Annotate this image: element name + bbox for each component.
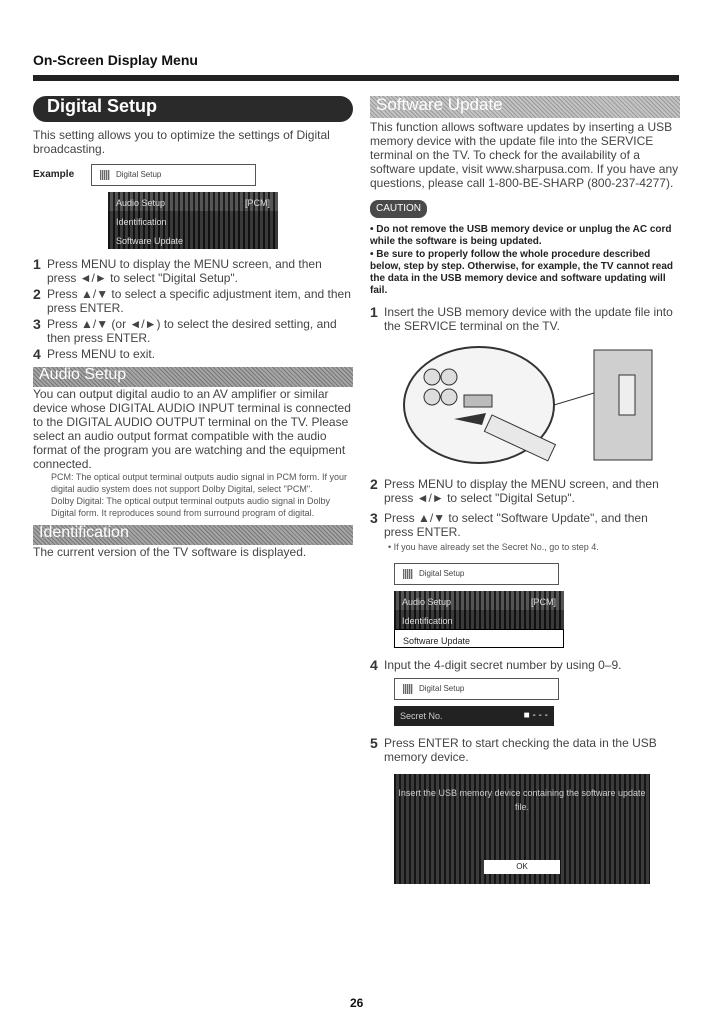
menu-item-identification: Identification — [402, 616, 453, 626]
caution-2: • Be sure to properly follow the whole procedure described below, step by step. Otherwise, for example, the TV cannot read the data in the USB memory device and software updating will fail. — [370, 249, 674, 296]
ok-button: OK — [484, 860, 560, 874]
example-label: Example — [33, 169, 75, 180]
audio-setup-body: You can output digital audio to an AV amplifier or similar device whose DIGITAL AUDIO INPUT terminal is connected to the DIGITAL AUDIO OUTPUT terminal on the TV. Please select an audio output format compatible with the audio format of the program you are watching and the equipment connected. — [33, 387, 351, 471]
caution-badge: CAUTION — [370, 200, 427, 218]
menu-item-software-update: Software Update — [116, 236, 184, 246]
osd-title-box: Digital Setup — [394, 563, 559, 585]
tv-icon — [403, 569, 413, 579]
osd-title-text: Digital Setup — [116, 170, 162, 179]
menu-item-software-update: Software Update — [394, 629, 564, 648]
step3-note: • If you have already set the Secret No., go to step 4. — [388, 542, 599, 552]
osd-title-box: Digital Setup — [394, 678, 559, 700]
example-menu — [108, 192, 278, 249]
step: 3 Press ▲/▼ to select "Software Update", and then press ENTER. — [370, 510, 648, 539]
usb-message-text: Insert the USB memory device containing the software update file. — [398, 788, 646, 812]
digital-setup-intro: This setting allows you to optimize the settings of Digital broadcasting. — [33, 128, 330, 156]
menu-item-audio-setup: Audio Setup [PCM] — [108, 192, 278, 211]
identification-body: The current version of the TV software is displayed. — [33, 545, 307, 559]
secret-label: Secret No. — [400, 711, 443, 721]
page-header: On-Screen Display Menu — [33, 52, 198, 68]
software-update-heading: Software Update — [370, 96, 680, 118]
pcm-note: PCM: The optical output terminal outputs audio signal in PCM form. If your digital audio system does not support Dolby Digital, select "PCM". — [51, 472, 347, 494]
digital-setup-heading: Digital Setup — [33, 96, 353, 122]
usb-insert-illustration — [394, 345, 656, 465]
step: 2 Press MENU to display the MENU screen, and then press ◄/► to select "Digital Setup". — [370, 476, 659, 505]
left-column — [33, 96, 353, 559]
header-rule — [33, 75, 679, 81]
step: 1 Insert the USB memory device with the update file into the SERVICE terminal on the TV. — [370, 304, 673, 333]
secret-digits: ■ - - - — [523, 710, 548, 721]
audio-setup-heading: Audio Setup — [33, 367, 353, 387]
tv-icon — [100, 170, 110, 180]
software-menu — [394, 591, 564, 648]
right-column — [370, 96, 680, 884]
identification-heading: Identification — [33, 525, 353, 545]
step: 4 Press MENU to exit. — [33, 346, 156, 362]
secret-number-field — [394, 706, 554, 726]
step: 1 Press MENU to display the MENU screen, and then press ◄/► to select "Digital Setup". — [33, 256, 322, 285]
digital-setup-steps — [33, 257, 353, 361]
step: 3 Press ▲/▼ (or ◄/►) to select the desired setting, and then press ENTER. — [33, 316, 337, 345]
example-row — [33, 164, 353, 186]
step: 4 Input the 4-digit secret number by using 0–9. — [370, 657, 622, 673]
page-number: 26 — [350, 996, 364, 1010]
step: 2 Press ▲/▼ to select a specific adjustment item, and then press ENTER. — [33, 286, 351, 315]
osd-title-box — [91, 164, 256, 186]
step: 5 Press ENTER to start checking the data in the USB memory device. — [370, 735, 657, 764]
usb-message-screen — [394, 774, 650, 884]
tv-icon — [403, 684, 413, 694]
menu-item-identification: Identification — [116, 217, 167, 227]
menu-item-audio-setup: Audio Setup [PCM] — [394, 591, 564, 610]
software-update-intro: This function allows software updates by inserting a USB memory device with the update file into the SERVICE terminal on the TV. To check for the availability of a software update, visit www.sharpusa.com. If you have any questions, please call 1-800-BE-SHARP (800-237-4277). — [370, 120, 679, 190]
caution-1: • Do not remove the USB memory device or unplug the AC cord while the software is being updated. — [370, 224, 672, 247]
dolby-note: Dolby Digital: The optical output terminal outputs audio signal in Dolby Digital form. It reproduces sound from surround program of digital. — [51, 496, 330, 518]
usb-illustration-svg — [394, 345, 656, 465]
